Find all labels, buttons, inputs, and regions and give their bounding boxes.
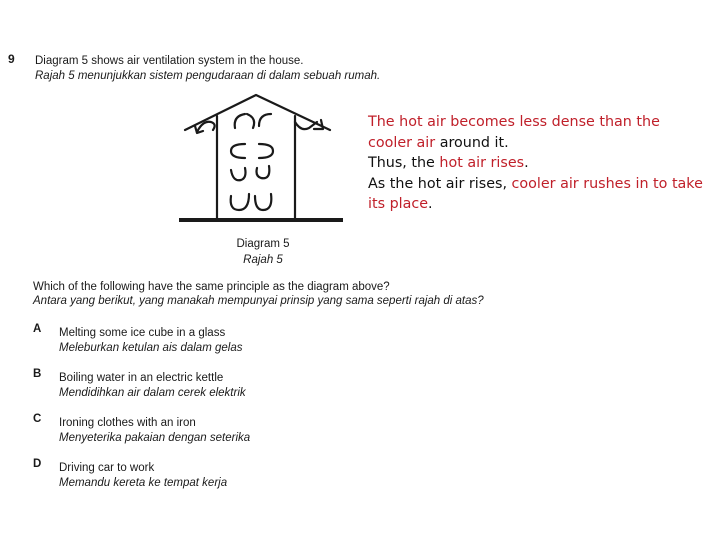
air-arrow-icon	[255, 194, 271, 210]
air-arrow-icon	[247, 114, 254, 128]
explanation-highlight: its place	[368, 196, 429, 212]
question-stem-en: Diagram 5 shows air ventilation system in the house.	[35, 55, 304, 67]
explanation-panel	[368, 112, 718, 215]
option-d-text-en[interactable]: Driving car to work	[59, 462, 155, 474]
option-d-letter: D	[33, 458, 42, 470]
explanation-line-3	[368, 153, 718, 174]
question-number: 9	[8, 52, 15, 66]
air-arrow-icon	[259, 114, 271, 126]
air-arrow-icon	[231, 168, 246, 180]
explanation-text: around it.	[435, 134, 509, 151]
explanation-line-2	[368, 133, 718, 154]
house-ventilation-diagram	[175, 92, 350, 232]
explanation-text: As the hot air rises,	[368, 175, 512, 192]
option-d-text-ms[interactable]: Memandu kereta ke tempat kerja	[59, 477, 228, 489]
explanation-highlight: cooler air rushes in to take	[511, 175, 703, 192]
explanation-highlight: The hot air becomes less dense than the	[368, 114, 660, 130]
explanation-line-4	[368, 174, 718, 195]
explanation-line-5	[368, 194, 718, 215]
air-arrow-icon	[235, 114, 245, 128]
option-c-text-en[interactable]: Ironing clothes with an iron	[59, 417, 196, 429]
explanation-line-1	[368, 112, 718, 133]
option-c-text-ms[interactable]: Menyeterika pakaian dengan seterika	[59, 432, 251, 444]
option-b-text-en[interactable]: Boiling water in an electric kettle	[59, 372, 224, 384]
option-c-letter: C	[33, 413, 42, 425]
question-stem-ms: Rajah 5 menunjukkan sistem pengudaraan di dalam sebuah rumah.	[35, 70, 381, 82]
question-prompt-ms: Antara yang berikut, yang manakah mempunyai prinsip yang sama seperti rajah di atas?	[33, 295, 484, 307]
air-arrow-icon	[259, 144, 273, 158]
option-b-letter: B	[33, 368, 42, 380]
explanation-highlight: hot air rises	[439, 155, 525, 171]
option-a-text-en[interactable]: Melting some ice cube in a glass	[59, 327, 226, 339]
explanation-text: .	[428, 196, 433, 212]
explanation-text: Thus, the	[368, 155, 440, 171]
question-prompt-en: Which of the following have the same principle as the diagram above?	[33, 281, 390, 293]
option-a-text-ms[interactable]: Meleburkan ketulan ais dalam gelas	[59, 342, 243, 354]
diagram-caption-ms: Rajah 5	[243, 254, 283, 266]
air-arrow-icon	[231, 194, 249, 210]
option-b-text-ms[interactable]: Mendidihkan air dalam cerek elektrik	[59, 387, 246, 399]
house-roof	[185, 95, 330, 130]
diagram-caption-en: Diagram 5	[236, 238, 290, 250]
explanation-highlight: cooler air	[368, 134, 436, 151]
explanation-text: .	[524, 155, 529, 171]
option-a-letter: A	[33, 323, 42, 335]
air-arrow-icon	[231, 144, 245, 158]
air-arrow-icon	[257, 166, 270, 178]
